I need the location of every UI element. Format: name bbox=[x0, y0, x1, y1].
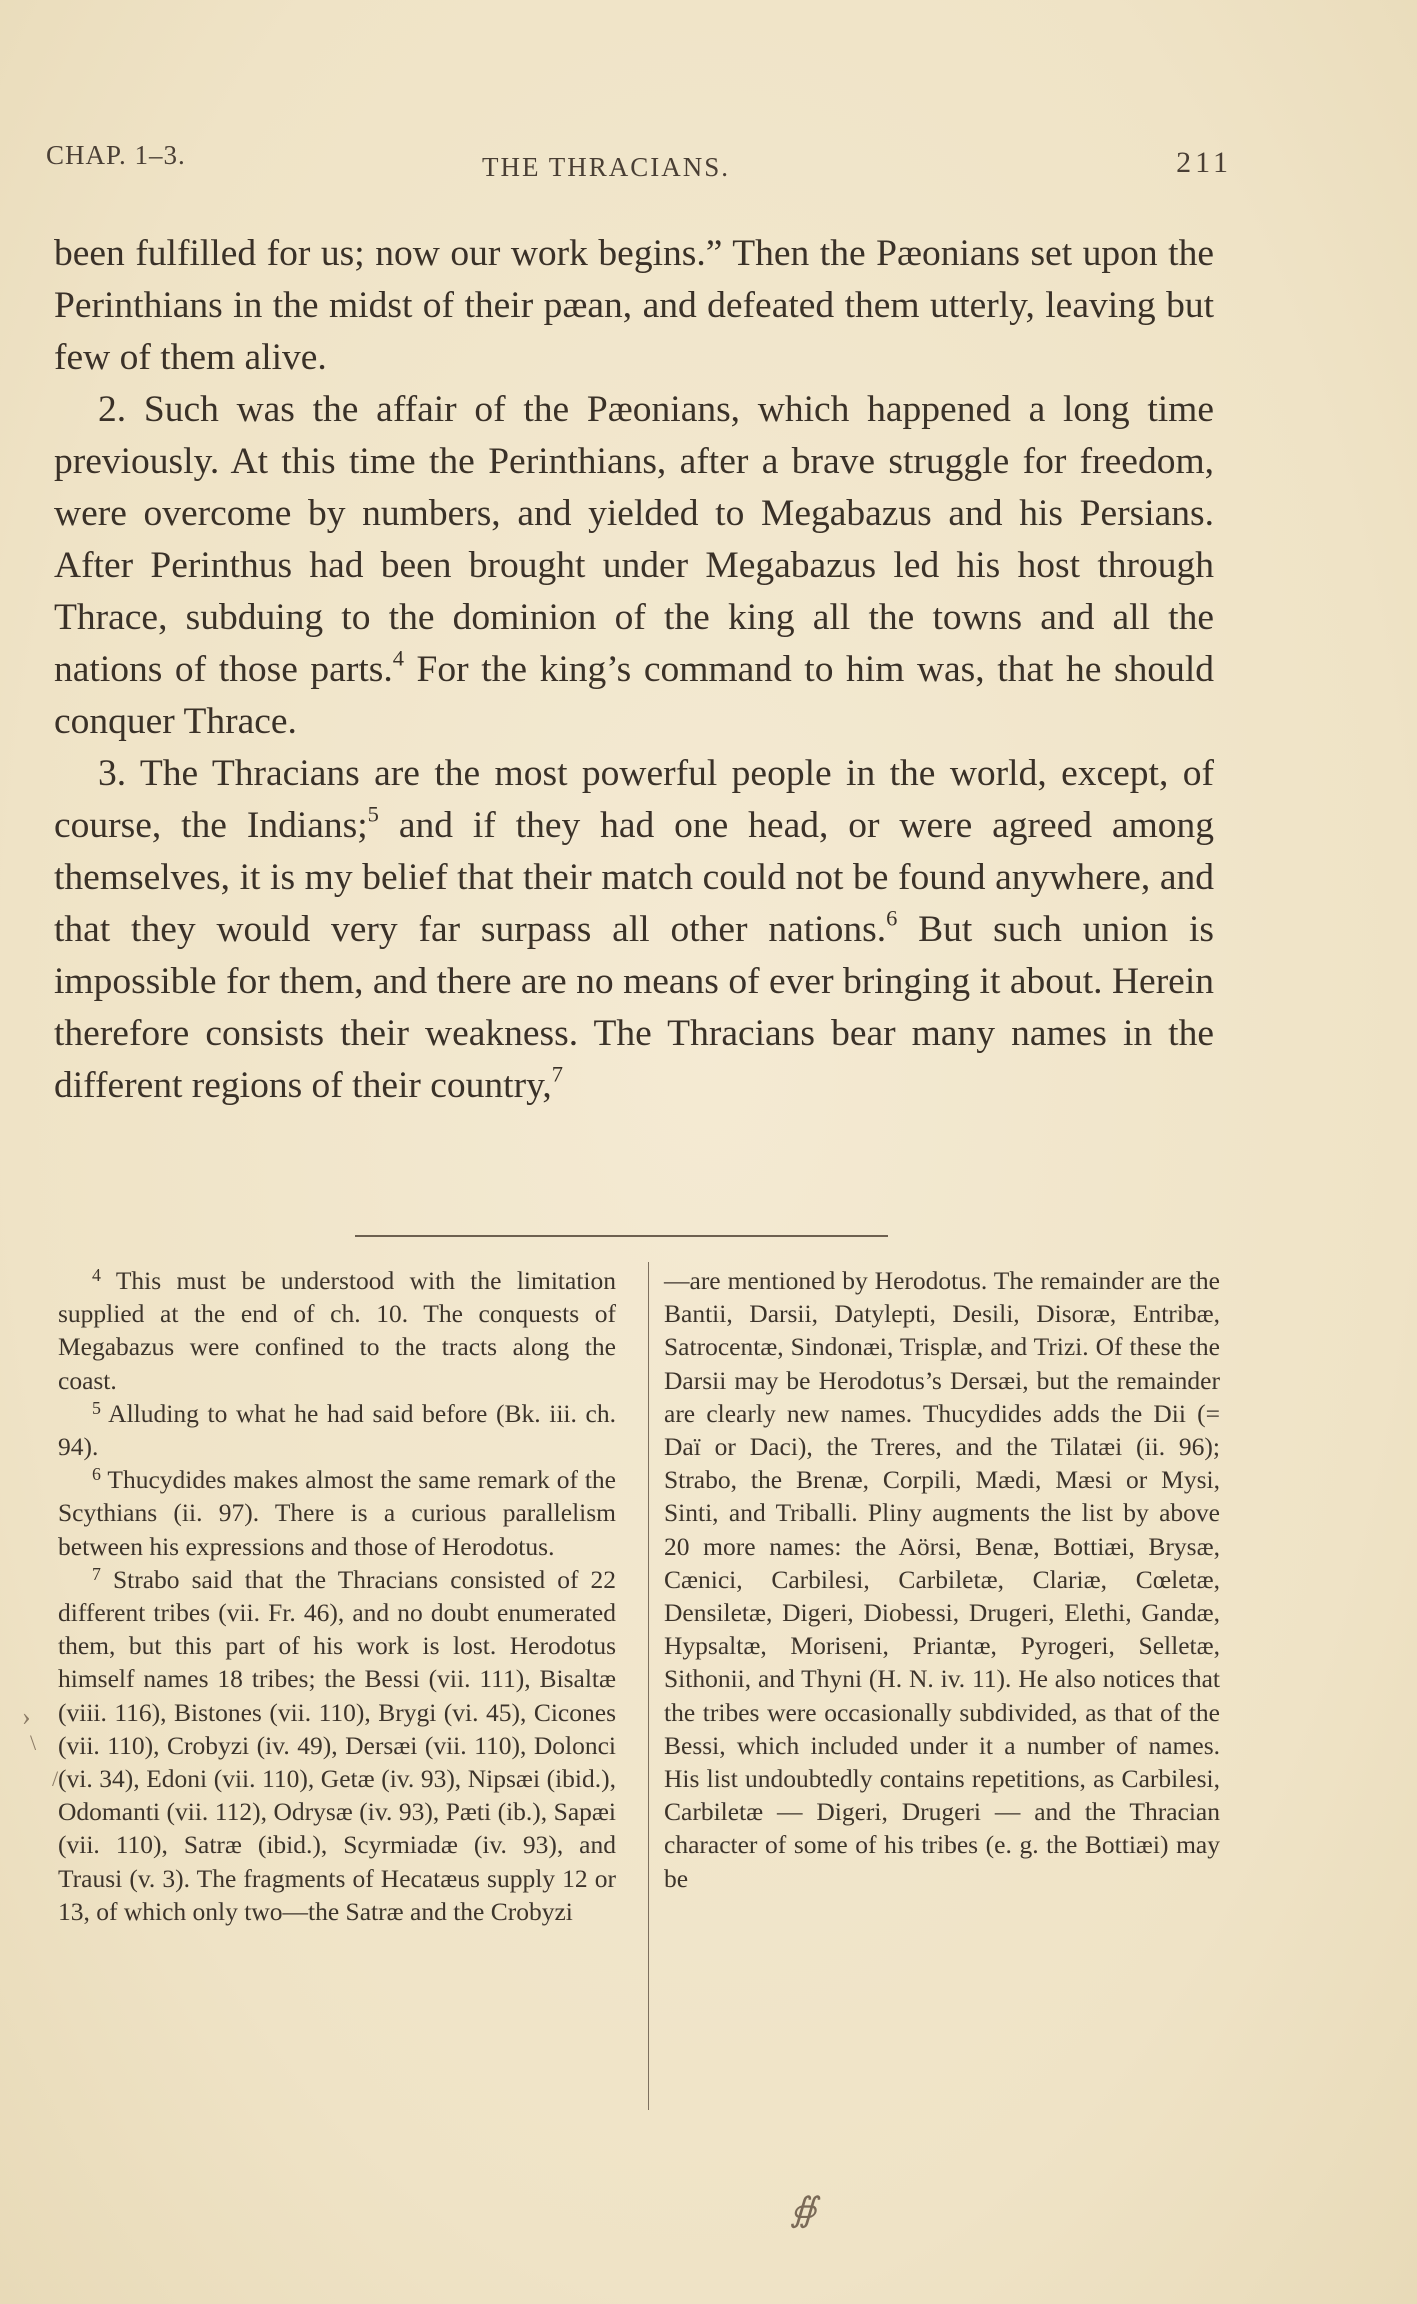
footnote-ref-4: 4 bbox=[392, 645, 404, 671]
footnote-ref-7: 7 bbox=[551, 1061, 564, 1087]
page-number: 211 bbox=[1176, 146, 1232, 179]
footnote-ref-5: 5 bbox=[367, 801, 379, 827]
footnote-5: $^5$ Alluding to what he had said before (Bk. iii. ch. 94). bbox=[58, 1397, 616, 1462]
footnote-separator-rule bbox=[355, 1235, 888, 1237]
paragraph-3: 3. The Thracians are the most powerful people in the world, except, of course, the Indians;$^5$ and if they had one head, or were agreed among themselves, it is my belief that their match could not be found anywhere, and that they would very far surpass all other nations.$^6$ But such union is impossible for them, and there are no means of ever bringing it about. Herein therefore consists their weakness. The Thracians bear many names in the different regions of their country,$^7$ bbox=[54, 753, 1214, 1106]
footnote-ref-6: 6 bbox=[886, 905, 898, 931]
chapter-reference: CHAP. 1–3. bbox=[46, 140, 186, 170]
footnotes-right-column bbox=[664, 1264, 1220, 1895]
main-text bbox=[54, 228, 1214, 1112]
footnotes-left-column bbox=[58, 1264, 616, 1928]
page-bottom-mark: ∯ bbox=[790, 2192, 817, 2229]
paragraph-2: 2. Such was the affair of the Pæonians, which happened a long time previously. At this time the Perinthians, after a brave struggle for freedom, were overcome by numbers, and yielded to Megabazus and his Persians. After Perinthus had been brought under Megabazus led his host through Thrace, subduing to the dominion of the king all the towns and all the nations of those parts.$^4$ For the king’s command to him was, that he should conquer Thrace. bbox=[54, 389, 1214, 742]
footnote-6: $^6$ Thucydides makes almost the same remark of the Scythians (ii. 97). There is a curious parallelism between his expressions and those of Herodotus. bbox=[58, 1464, 616, 1561]
footnote-4: $^4$ This must be understood with the limitation supplied at the end of ch. 10. The conquests of Megabazus were confined to the tracts along the coast. bbox=[58, 1264, 616, 1395]
margin-pencil-mark-icon: › bbox=[22, 1702, 31, 1731]
footnote-7-continued: —are mentioned by Herodotus. The remainder are the Bantii, Darsii, Datylepti, Desili, Disoræ, Entribæ, Satrocentæ, Sindonæi, Trisplæ, and Trizi. Of these the Darsii may be Herodotus’s Dersæi, but the remainder are clearly new names. Thucydides adds the Dii (= Daï or Daci), the Treres, and the Tilatæi (ii. 96); Strabo, the Brenæ, Corpili, Mædi, Mæsi or Mysi, Sinti, and Triballi. Pliny augments the list by above 20 more names: the Aörsi, Benæ, Bottiæi, Brysæ, Cænici, Carbilesi, Carbiletæ, Clariæ, Cœletæ, Densiletæ, Digeri, Diobessi, Drugeri, Elethi, Gandæ, Hypsaltæ, Moriseni, Priantæ, Pyrogeri, Selletæ, Sithonii, and Thyni (H. N. iv. 11). He also notices that the tribes were occasionally subdivided, as that of the Bessi, which included under it a number of names. His list undoubtedly contains repetitions, as Carbilesi, Carbiletæ — Digeri, Drugeri — and the Thracian character of some of his tribes (e. g. the Bottiæi) may be bbox=[664, 1266, 1220, 1893]
margin-pencil-mark-icon: \ bbox=[30, 1730, 37, 1755]
paragraph-1: been fulfilled for us; now our work begins.” Then the Pæonians set upon the Perinthians in the midst of their pæan, and defeated them utterly, leaving but few of them alive. bbox=[54, 233, 1214, 378]
running-header bbox=[46, 140, 1232, 180]
margin-pencil-mark-icon: / bbox=[52, 1766, 59, 1791]
footnote-column-divider bbox=[648, 1262, 649, 2110]
running-title: THE THRACIANS. bbox=[482, 152, 731, 182]
footnote-7: $^7$ Strabo said that the Thracians consisted of 22 different tribes (vii. Fr. 46), and no doubt enumerated them, but this part of his work is lost. Herodotus himself names 18 tribes; the Bessi (vii. 111), Bisaltæ (viii. 116), Bistones (vii. 110), Brygi (vi. 45), Cicones (vii. 110), Crobyzi (iv. 49), Dersæi (vii. 110), Dolonci (vi. 34), Edoni (vii. 110), Getæ (iv. 93), Nipsæi (ibid.), Odomanti (vii. 112), Odrysæ (iv. 93), Pæti (ib.), Sapæi (vii. 110), Satræ (ibid.), Scyrmiadæ (iv. 93), and Trausi (v. 3). The fragments of Hecatæus supply 12 or 13, of which only two—the Satræ and the Crobyzi bbox=[58, 1563, 616, 1926]
